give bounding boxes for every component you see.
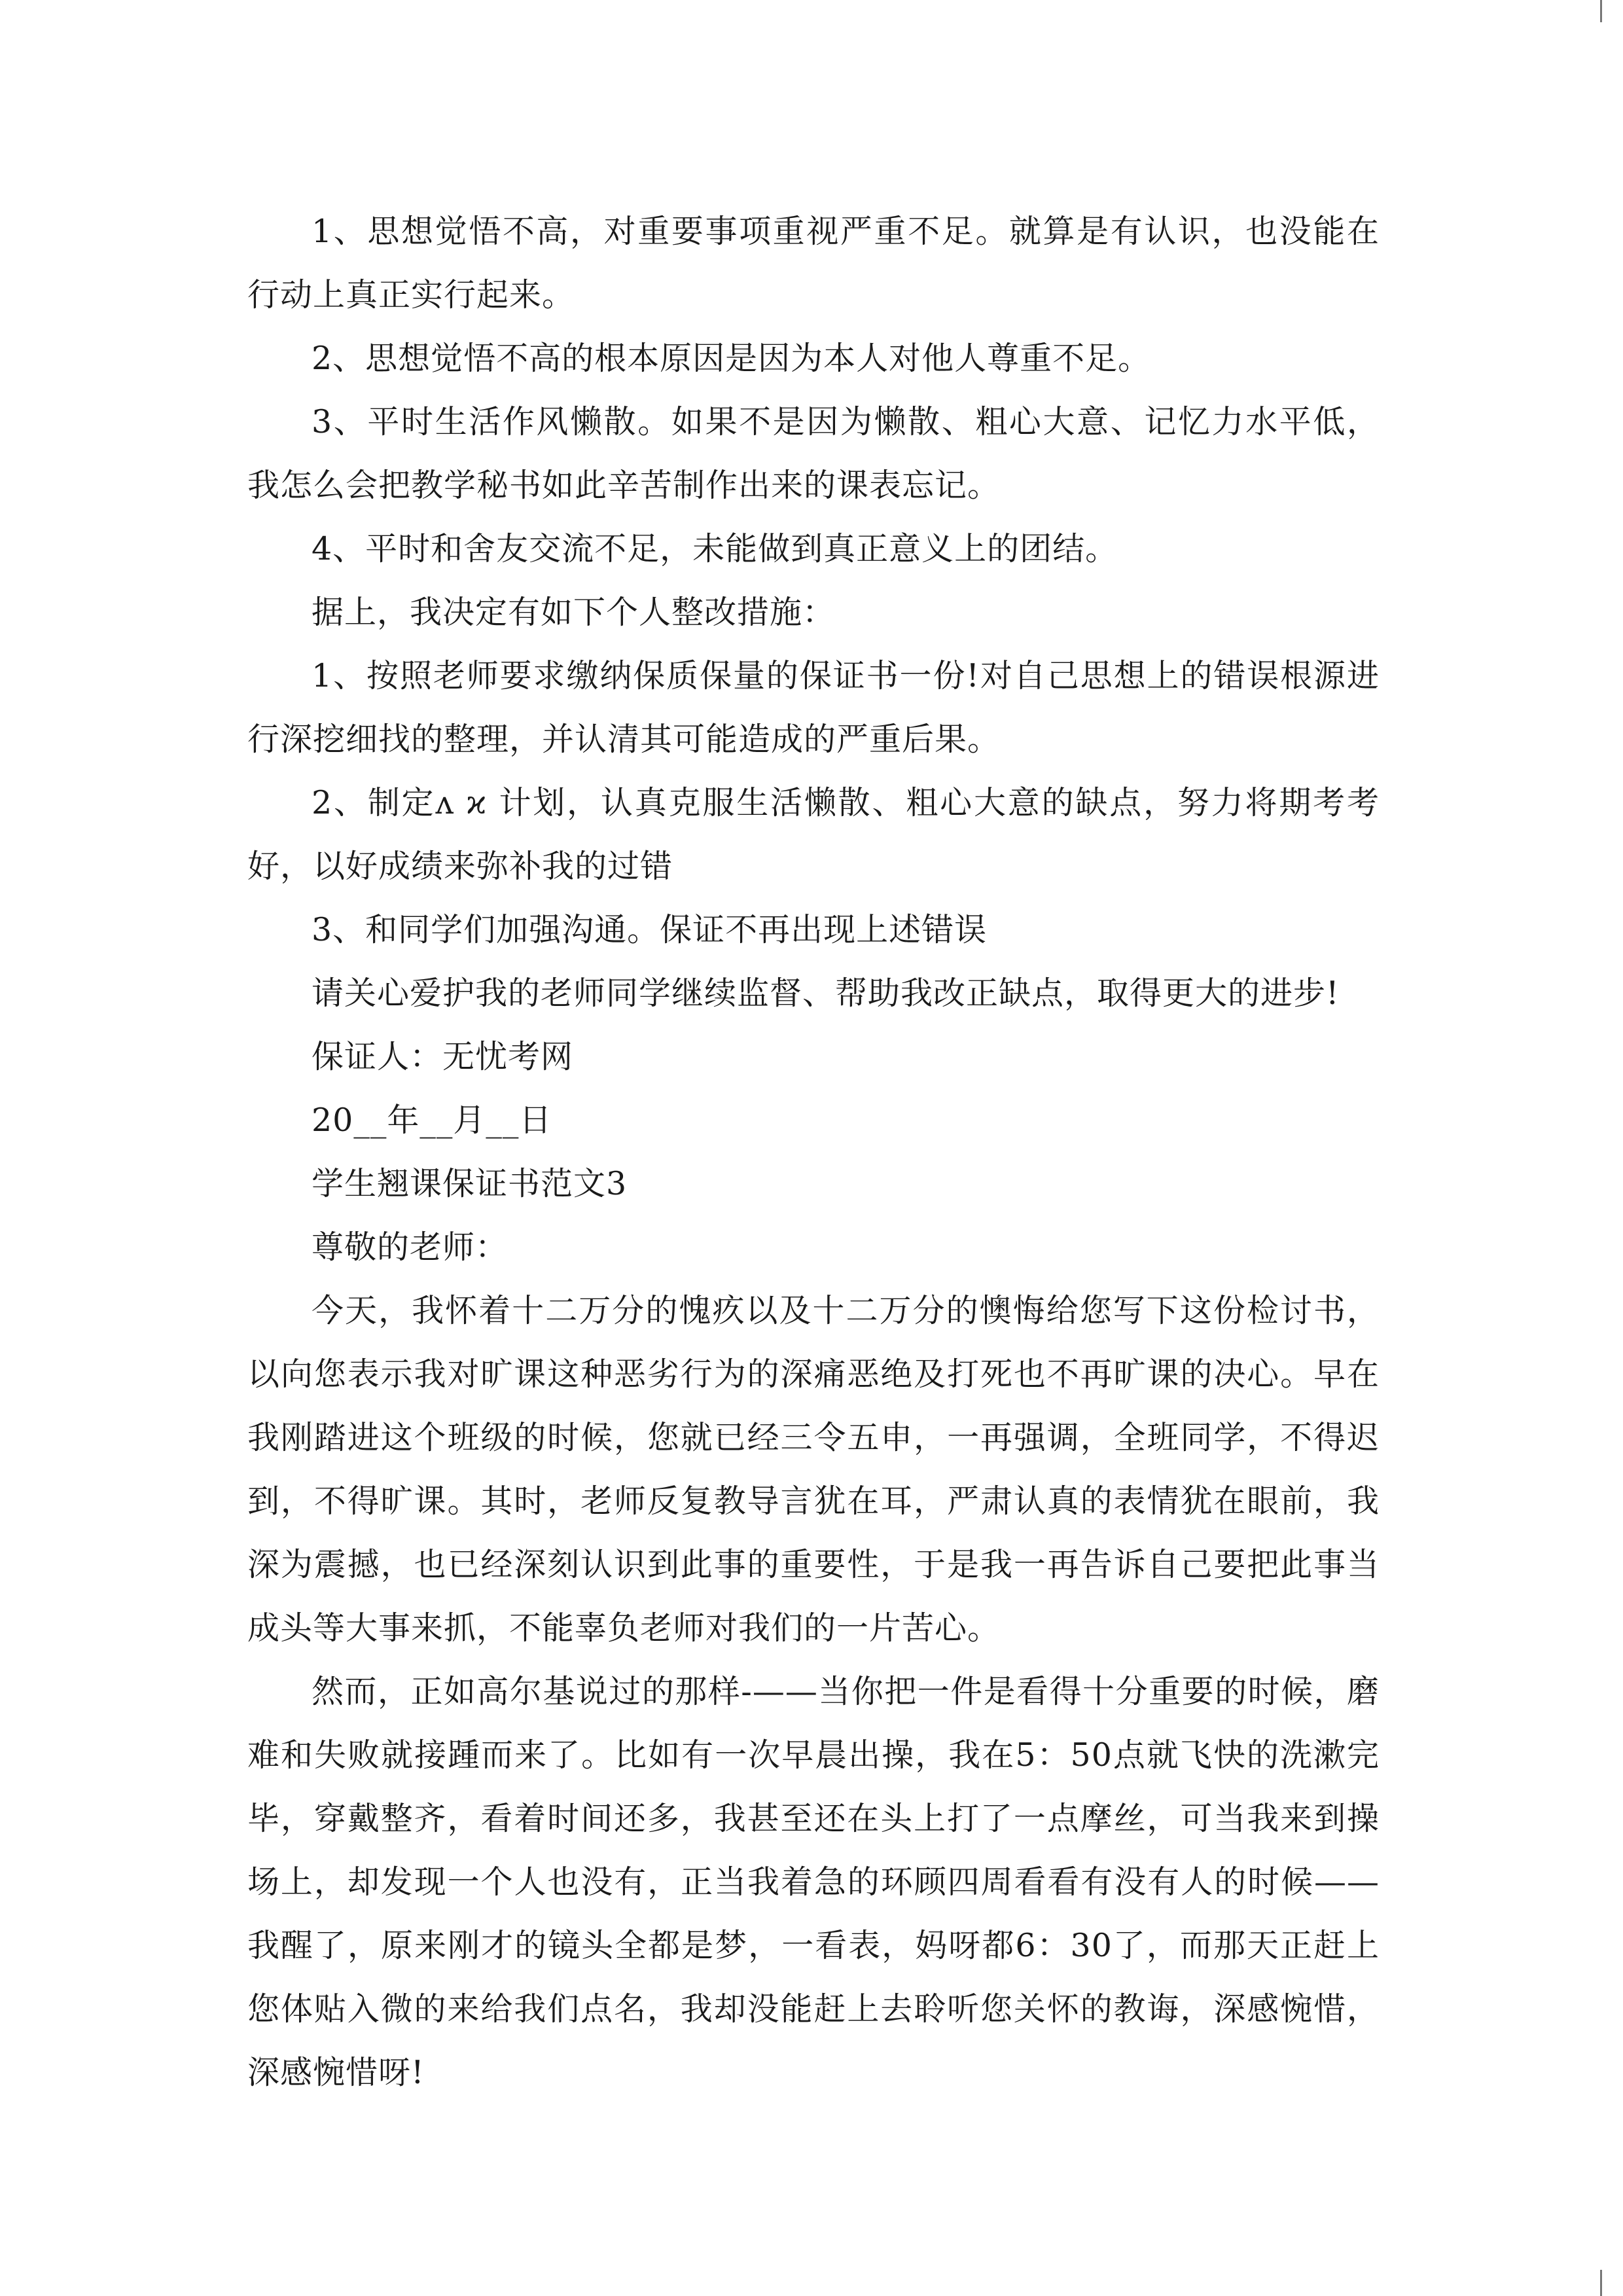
date-line: 20__年__月__日	[312, 1102, 552, 1139]
paragraph-8: 3、和同学们加强沟通。保证不再出现上述错误	[312, 911, 988, 948]
salutation: 尊敬的老师：	[312, 1229, 508, 1266]
paragraph-3: 3、平时生活作风懒散。如果不是因为懒散、粗心大意、记忆力水平低，我怎么会把教学秘书如此辛苦制作出来的课表忘记。	[247, 403, 1380, 504]
section-title: 学生翘课保证书范文3	[312, 1165, 628, 1202]
document-body	[247, 200, 1380, 2104]
paragraph-1: 1、思想觉悟不高，对重要事项重视严重不足。就算是有认识，也没能在行动上真正实行起来。	[247, 213, 1380, 314]
paragraph-6: 1、按照老师要求缴纳保质保量的保证书一份!对自己思想上的错误根源进行深挖细找的整理，并认清其可能造成的严重后果。	[247, 657, 1380, 758]
paragraph-7: 2、制定ʌ ϰ 计划，认真克服生活懒散、粗心大意的缺点，努力将期考考好，以好成绩来弥补我的过错	[247, 784, 1380, 885]
signer-line: 保证人：无忧考网	[312, 1038, 574, 1075]
scan-edge-mark-top	[1600, 0, 1602, 22]
scan-edge-mark-bottom	[1600, 2270, 1602, 2296]
paragraph-5: 据上，我决定有如下个人整改措施：	[312, 594, 836, 631]
paragraph-9: 请关心爱护我的老师同学继续监督、帮助我改正缺点，取得更大的进步!	[312, 975, 1340, 1012]
paragraph-body-2: 然而，正如高尔基说过的那样-——当你把一件是看得十分重要的时候，磨难和失败就接踵而来了。比如有一次早晨出操，我在5：50点就飞快的洗漱完毕，穿戴整齐，看着时间还多，我甚至还在头上打了一点摩丝，可当我来到操场上，却发现一个人也没有，正当我着急的环顾四周看看有没有人的时候——我醒了，原来刚才的镜头全都是梦，一看表，妈呀都6：30了，而那天正赶上您体贴入微的来给我们点名，我却没能赶上去聆听您关怀的教诲，深感惋惜，深感惋惜呀!	[247, 1673, 1380, 2091]
paragraph-body-1: 今天，我怀着十二万分的愧疚以及十二万分的懊悔给您写下这份检讨书，以向您表示我对旷课这种恶劣行为的深痛恶绝及打死也不再旷课的决心。早在我刚踏进这个班级的时候，您就已经三令五申，一再强调，全班同学，不得迟到，不得旷课。其时，老师反复教导言犹在耳，严肃认真的表情犹在眼前，我深为震撼，也已经深刻认识到此事的重要性，于是我一再告诉自己要把此事当成头等大事来抓，不能辜负老师对我们的一片苦心。	[247, 1292, 1380, 1647]
paragraph-4: 4、平时和舍友交流不足，未能做到真正意义上的团结。	[312, 530, 1118, 567]
paragraph-2: 2、思想觉悟不高的根本原因是因为本人对他人尊重不足。	[312, 340, 1151, 377]
